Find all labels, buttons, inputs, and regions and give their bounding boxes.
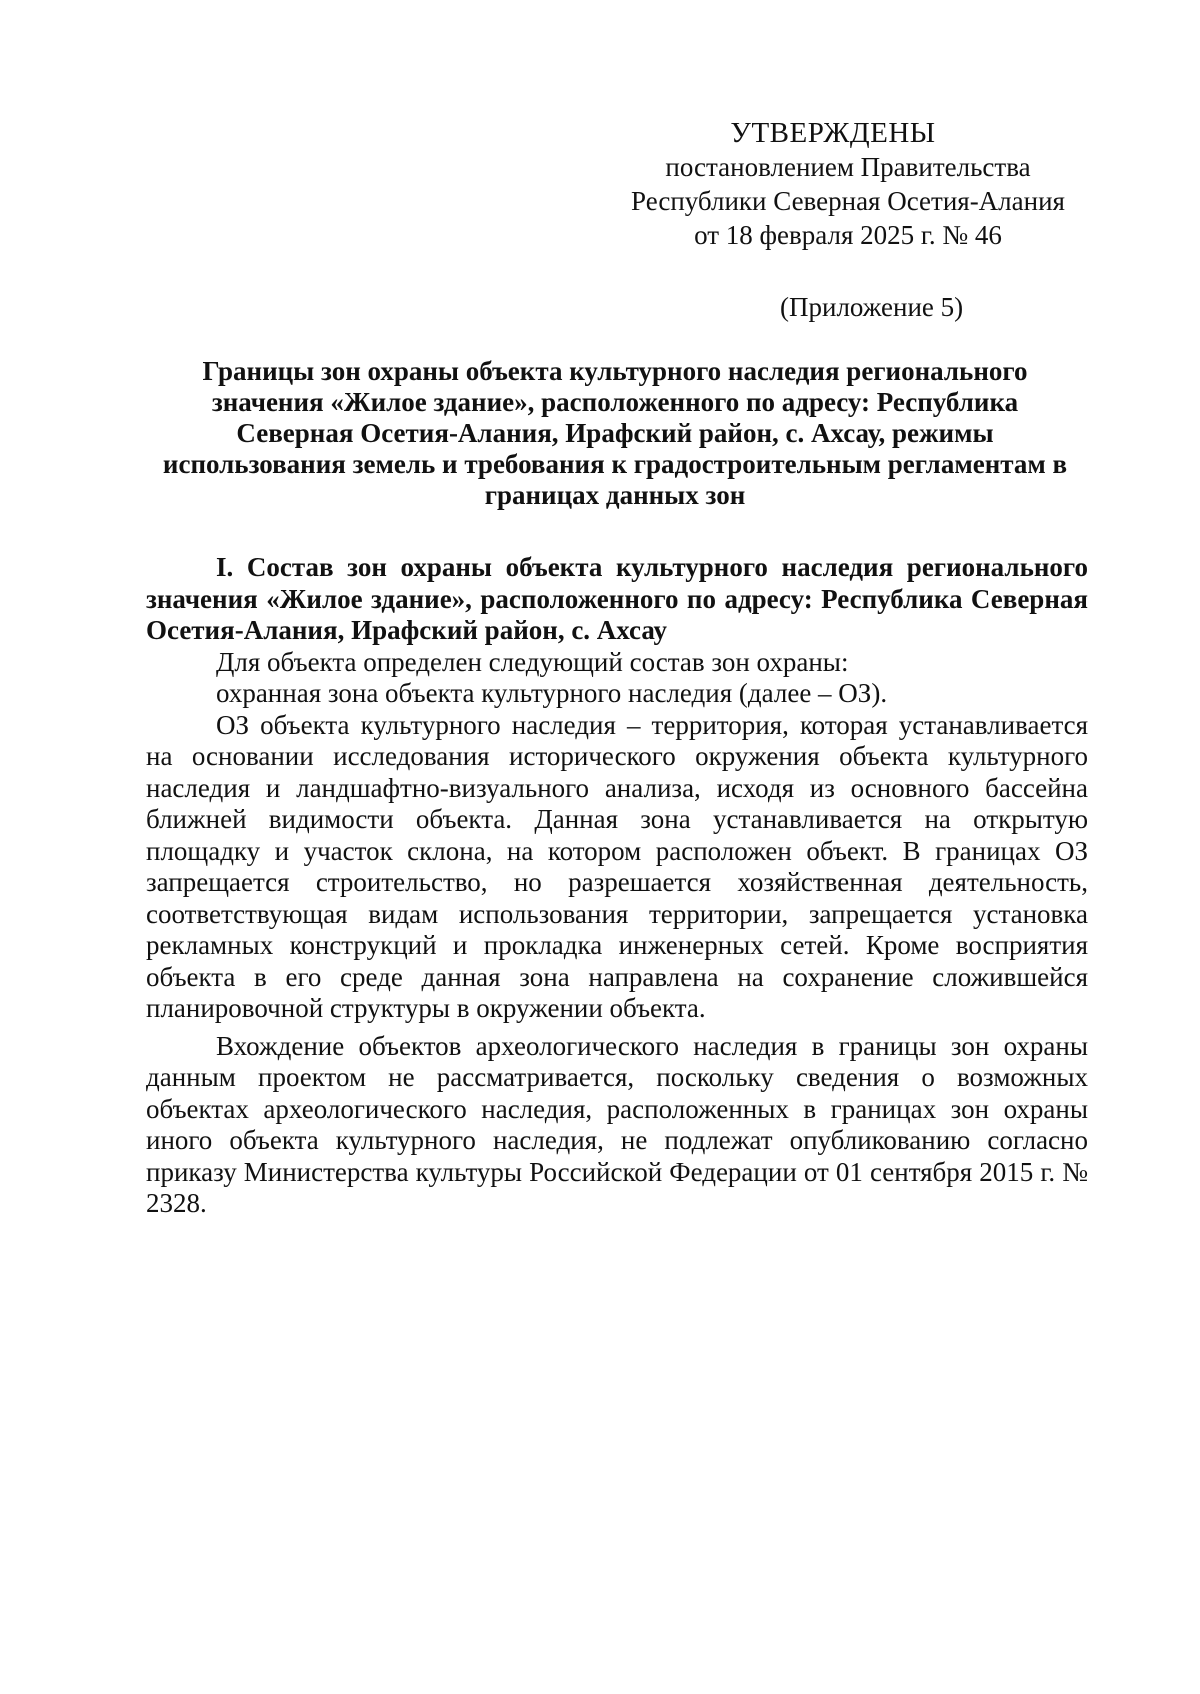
approval-line-2: Республики Северная Осетия-Алания bbox=[631, 186, 1065, 216]
approval-line-1: постановлением Правительства bbox=[665, 152, 1031, 182]
section-1-heading: I. Состав зон охраны объекта культурного наследия регионального значения «Жилое здание», расположенного по адресу: Республика Северная Осетия-Алания, Ирафский район, с. Ахсау bbox=[146, 552, 1088, 645]
appendix-label: (Приложение 5) bbox=[780, 292, 964, 322]
approval-title: УТВЕРЖДЕНЫ bbox=[730, 117, 936, 149]
approval-line-3: от 18 февраля 2025 г. № 46 bbox=[694, 220, 1002, 250]
paragraph-3: ОЗ объекта культурного наследия – территория, которая устанавливается на основании исследования исторического окружения объекта культурного наследия и ландшафтно-визуального анализа, исходя из основного бассейна ближней видимости объекта. Данная зона устанавливается на открытую площадку и участок склона, на котором расположен объект. В границах ОЗ запрещается строительство, но разрешается хозяйственная деятельность, соответствующая видам использования территории, запрещается установка рекламных конструкций и прокладка инженерных сетей. Кроме восприятия объекта в его среде данная зона направлена на сохранение сложившейся планировочной структуры в окружении объекта. bbox=[146, 709, 1088, 1023]
approval-block bbox=[598, 116, 1098, 252]
paragraph-4: Вхождение объектов археологического наследия в границы зон охраны данным проектом не рассматривается, поскольку сведения о возможных объектах археологического наследия, расположенных в границах зон охраны иного объекта культурного наследия, не подлежат опубликованию согласно приказу Министерства культуры Российской Федерации от 01 сентября 2015 г. № 2328. bbox=[146, 1030, 1088, 1218]
section-1 bbox=[146, 552, 1088, 1220]
paragraph-1: Для объекта определен следующий состав зон охраны: bbox=[216, 646, 849, 677]
paragraph-2: охранная зона объекта культурного наследия (далее – ОЗ). bbox=[216, 678, 888, 708]
document-title: Границы зон охраны объекта культурного наследия регионального значения «Жилое здание», расположенного по адресу: Республика Северная Осетия-Алания, Ирафский район, с. Ахсау, режимы использования земель и требования к градостроительным регламентам в границах данных зон bbox=[162, 356, 1068, 510]
